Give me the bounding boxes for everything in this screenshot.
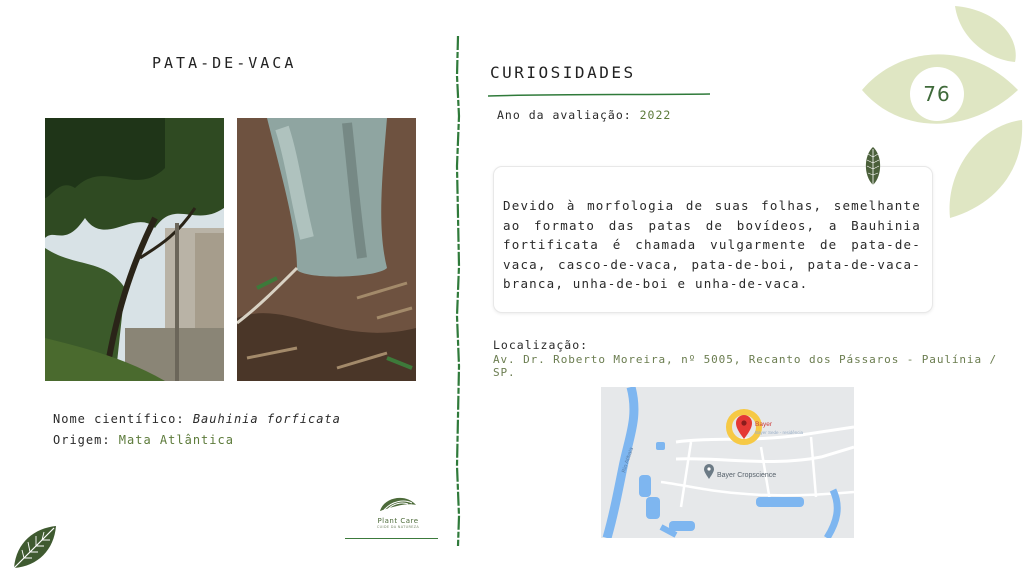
species-title: PATA-DE-VACA <box>152 54 297 72</box>
map-pin-label: Bayer <box>755 421 772 428</box>
origin <box>53 433 234 447</box>
page-number: 76 <box>910 67 964 121</box>
section-title: CURIOSIDADES <box>490 63 636 82</box>
location-value: Av. Dr. Roberto Moreira, nº 5005, Recanto dos Pássaros - Paulínia / SP. <box>493 353 998 379</box>
map-place-label: Bayer Cropscience <box>717 472 777 479</box>
vertical-divider <box>453 36 463 546</box>
scientific-name-label: Nome científico: <box>53 412 193 426</box>
section-title-underline <box>488 84 710 92</box>
map-river-label: Rio Atibaia <box>621 446 636 474</box>
location-label: Localização: <box>493 338 589 352</box>
evaluation-year-value: 2022 <box>639 108 672 122</box>
decorative-leaf-bottom <box>10 522 60 572</box>
logo-name: Plant Care <box>377 517 419 525</box>
tree-trunk-photo <box>237 118 416 381</box>
origin-label: Origem: <box>53 433 119 447</box>
scientific-name-value: Bauhinia forficata <box>192 412 341 426</box>
curiosity-text: Devido à morfologia de suas folhas, semelhante ao formato das patas de bovídeos, a Bauhinia fortificata é chamada vulgarmente de pata-de-vaca, casco-de-vaca, pata-de-boi, pata-de-vaca-branca, unha-de-boi e unha-de-vaca. <box>503 198 921 291</box>
origin-value: Mata Atlântica <box>118 433 234 447</box>
shell-leaf-icon <box>378 493 418 513</box>
tree-canopy-photo <box>45 118 224 381</box>
logo-subtitle: CUIDE DA NATUREZA <box>376 525 420 529</box>
leaf-icon <box>862 145 884 187</box>
location-map[interactable] <box>601 387 854 538</box>
logo-underline <box>345 538 438 539</box>
evaluation-year <box>497 108 671 122</box>
scientific-name <box>53 412 341 426</box>
map-pin-sublabel: Bayer Sede - residência <box>755 430 804 435</box>
plant-care-logo <box>366 493 430 529</box>
evaluation-year-label: Ano da avaliação: <box>497 108 640 122</box>
